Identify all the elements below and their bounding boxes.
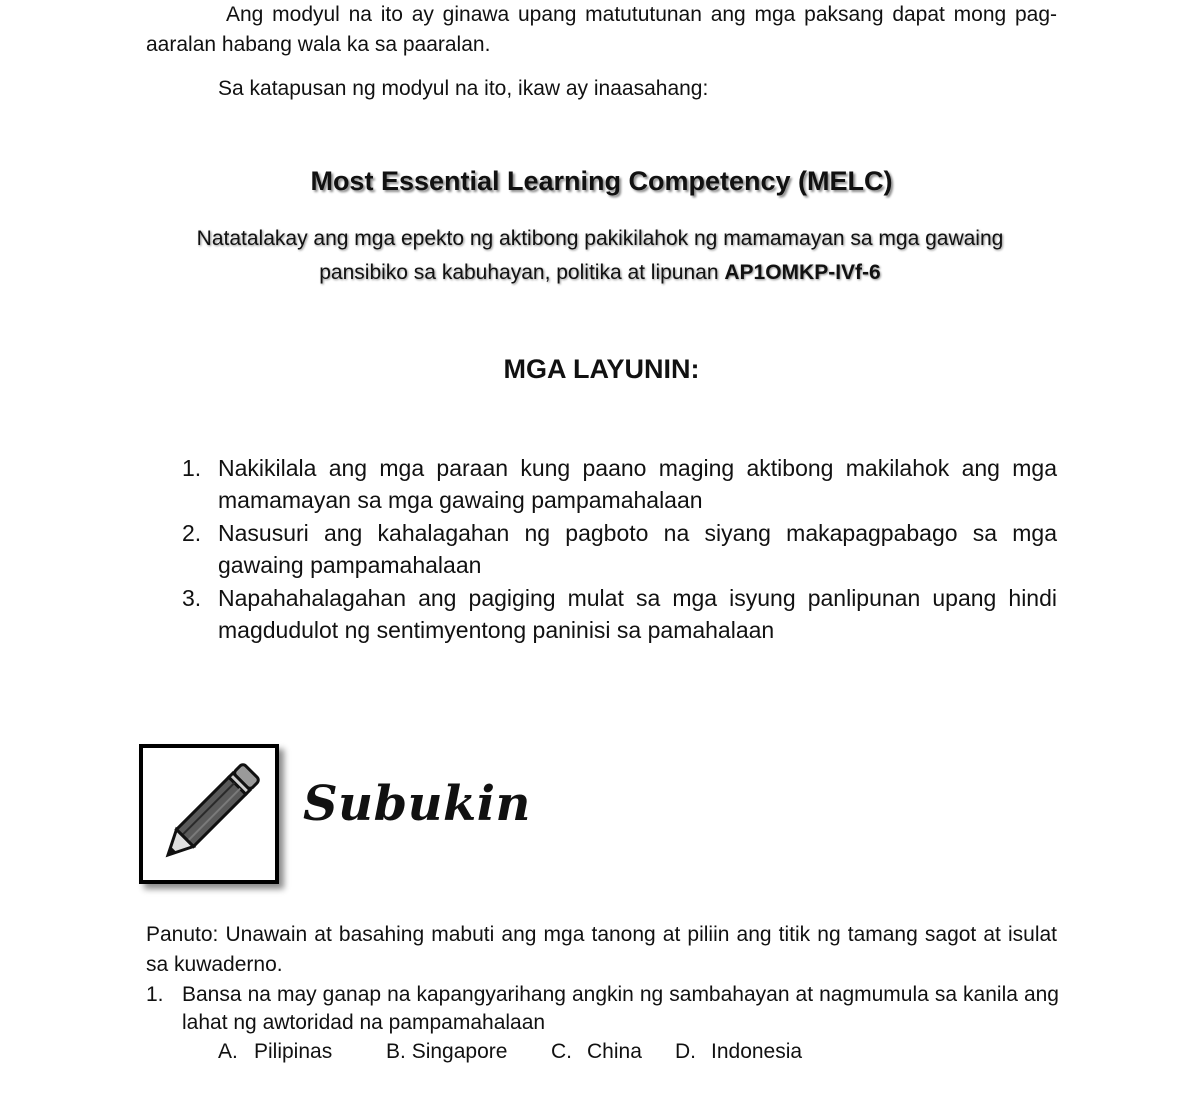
objective-item xyxy=(182,582,1057,646)
objective-number: 2. xyxy=(182,520,202,546)
choice-letter: C. xyxy=(551,1040,572,1063)
choice-text: Pilipinas xyxy=(254,1040,333,1063)
layunin-title: MGA LAYUNIN: xyxy=(503,354,700,384)
choice-letter: B. xyxy=(386,1040,406,1063)
choice-b xyxy=(386,1038,507,1066)
question-item xyxy=(146,981,1059,1037)
pencil-icon xyxy=(143,748,275,880)
melc-text: Natatalakay ang mga epekto ng aktibong pakikilahok ng mamamayan sa mga gawaing pansibiko sa kabuhayan, politika at lipunan xyxy=(196,227,1004,284)
choice-a xyxy=(218,1038,332,1066)
objective-text: Nakikilala ang mga paraan kung paano maging aktibong makilahok ang mga mamamayan sa mga gawaing pampamahalaan xyxy=(218,455,1057,513)
objective-number: 3. xyxy=(182,585,202,611)
choice-letter: D. xyxy=(675,1040,696,1063)
melc-code: AP1OMKP-IVf-6 xyxy=(724,261,881,284)
subukin-title: Subukin xyxy=(303,776,531,832)
objective-item xyxy=(182,517,1057,581)
question-number: 1. xyxy=(146,983,164,1006)
objectives-list xyxy=(182,452,1057,647)
melc-title: Most Essential Learning Competency (MELC) xyxy=(310,166,893,196)
objective-item xyxy=(182,452,1057,516)
choice-c xyxy=(551,1038,642,1066)
choice-d xyxy=(675,1038,802,1066)
intro-expectation: Sa katapusan ng modyul na ito, ikaw ay inaasahang: xyxy=(218,77,709,100)
choice-text: China xyxy=(587,1040,642,1063)
objective-text: Nasusuri ang kahalagahan ng pagboto na siyang makapagpabago sa mga gawaing pampamahalaan xyxy=(218,520,1057,578)
objective-text: Napahahalagahan ang pagiging mulat sa mga isyung panlipunan upang hindi magdudulot ng sentimyentong paninisi sa pamahalaan xyxy=(218,585,1057,643)
question-text: Bansa na may ganap na kapangyarihang angkin ng sambahayan at nagmumula sa kanila ang lahat ng awtoridad na pampamahalaan xyxy=(182,983,1059,1034)
melc-description xyxy=(160,222,1040,290)
choice-text: Indonesia xyxy=(711,1040,803,1063)
intro-paragraph: Ang modyul na ito ay ginawa upang matututunan ang mga paksang dapat mong pag-aaralan habang wala ka sa paaralan. xyxy=(146,3,1057,56)
instructions: Panuto: Unawain at basahing mabuti ang mga tanong at piliin ang titik ng tamang sagot at isulat sa kuwaderno. xyxy=(146,923,1057,976)
choice-letter: A. xyxy=(218,1040,238,1063)
objective-number: 1. xyxy=(182,455,202,481)
pencil-icon-box xyxy=(139,744,279,884)
choice-text: Singapore xyxy=(411,1040,508,1063)
